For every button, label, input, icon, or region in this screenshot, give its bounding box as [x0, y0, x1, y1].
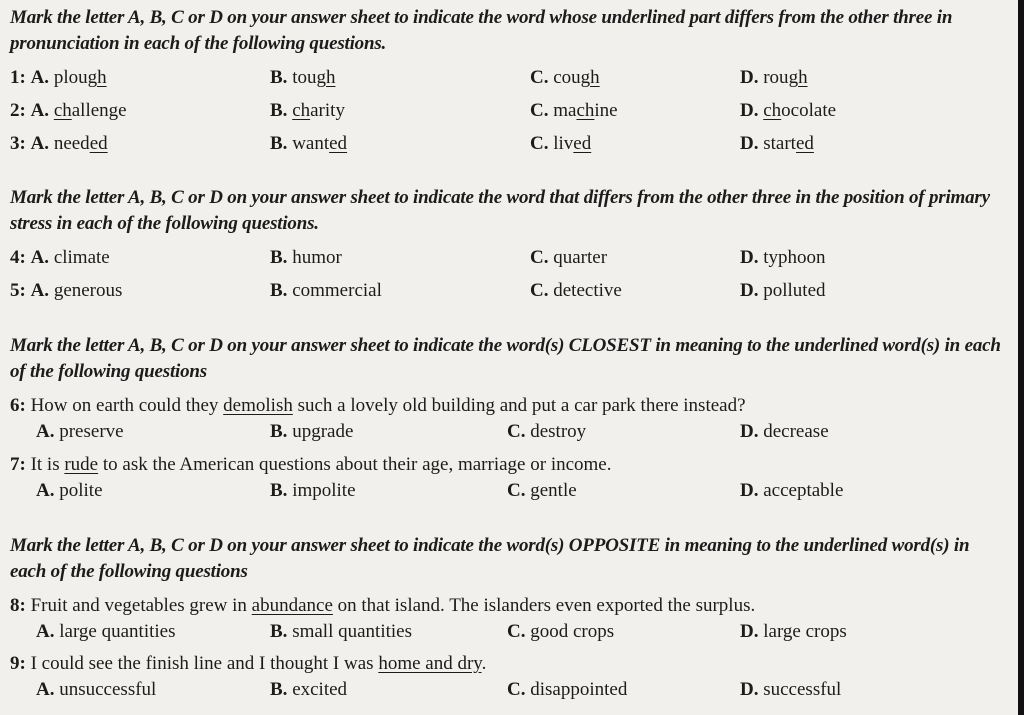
section-3-instruction: Mark the letter A, B, C or D on your answer sheet to indicate the word(s) CLOSEST in meaning to the underlined word(s) in each of the following questions	[10, 335, 1001, 382]
scan-border	[1018, 0, 1024, 715]
question-number: 7:	[10, 454, 26, 475]
option-letter: B.	[270, 67, 288, 88]
question-2	[0, 96, 1024, 126]
question-7-stem: 7: It is rude to ask the American questions about their age, marriage or income.	[10, 454, 612, 475]
option-d: started	[763, 133, 814, 154]
option-letter: C.	[507, 621, 526, 642]
option-letter: B.	[270, 247, 288, 268]
option-c: good crops	[530, 621, 615, 642]
option-letter: A.	[30, 247, 50, 268]
option-d: acceptable	[763, 480, 844, 501]
option-letter: C.	[507, 679, 526, 700]
question-3	[0, 129, 1024, 159]
question-number: 5:	[10, 280, 26, 301]
question-9-stem: 9: I could see the finish line and I thought I was home and dry.	[10, 653, 487, 674]
option-a: polite	[59, 480, 103, 501]
option-letter: B.	[270, 621, 288, 642]
option-letter: C.	[530, 247, 549, 268]
section-2-instruction: Mark the letter A, B, C or D on your answer sheet to indicate the word that differs from the other three in the position of primary stress in each of the following questions.	[10, 187, 990, 234]
question-7-options	[0, 476, 1024, 506]
option-a: challenge	[53, 100, 127, 121]
option-b: commercial	[292, 280, 382, 301]
option-letter: A.	[30, 280, 50, 301]
option-d: decrease	[763, 421, 829, 442]
question-number: 8:	[10, 595, 26, 616]
option-c: destroy	[530, 421, 587, 442]
option-b: impolite	[292, 480, 356, 501]
question-number: 3:	[10, 133, 26, 154]
option-letter: B.	[270, 480, 288, 501]
option-b: wanted	[292, 133, 348, 154]
option-a: needed	[53, 133, 108, 154]
option-b: humor	[292, 247, 342, 268]
option-letter: B.	[270, 133, 288, 154]
option-d: chocolate	[763, 100, 837, 121]
option-letter: A.	[36, 421, 55, 442]
option-letter: B.	[270, 679, 288, 700]
option-letter: D.	[740, 679, 759, 700]
question-number: 9:	[10, 653, 26, 674]
option-c: lived	[553, 133, 592, 154]
question-6-stem: 6: How on earth could they demolish such a lovely old building and put a car park there instead?	[10, 395, 746, 416]
option-d: polluted	[763, 280, 826, 301]
option-c: gentle	[530, 480, 577, 501]
option-letter: C.	[507, 421, 526, 442]
option-letter: C.	[507, 480, 526, 501]
question-number: 2:	[10, 100, 26, 121]
option-letter: D.	[740, 247, 759, 268]
option-b: charity	[292, 100, 345, 121]
question-6-options	[0, 417, 1024, 447]
option-letter: B.	[270, 100, 288, 121]
option-d: rough	[763, 67, 808, 88]
option-letter: D.	[740, 67, 759, 88]
option-letter: C.	[530, 133, 549, 154]
option-c: machine	[553, 100, 618, 121]
option-letter: D.	[740, 100, 759, 121]
option-letter: D.	[740, 480, 759, 501]
option-letter: C.	[530, 100, 549, 121]
question-number: 1:	[10, 67, 26, 88]
section-1-instruction: Mark the letter A, B, C or D on your answer sheet to indicate the word whose underlined part differs from the other three in pronunciation in each of the following questions.	[10, 7, 953, 54]
question-number: 6:	[10, 395, 26, 416]
option-d: successful	[763, 679, 842, 700]
option-letter: A.	[30, 67, 50, 88]
option-letter: C.	[530, 280, 549, 301]
option-a: preserve	[59, 421, 124, 442]
question-9-options	[0, 675, 1024, 705]
option-c: quarter	[553, 247, 608, 268]
section-4-instruction: Mark the letter A, B, C or D on your answer sheet to indicate the word(s) OPPOSITE in meaning to the underlined word(s) in each of the following questions	[10, 535, 970, 582]
option-c: cough	[553, 67, 600, 88]
option-b: tough	[292, 67, 336, 88]
question-8-options	[0, 617, 1024, 647]
option-a: climate	[53, 247, 110, 268]
option-letter: D.	[740, 280, 759, 301]
option-letter: B.	[270, 421, 288, 442]
option-d: large crops	[763, 621, 847, 642]
option-letter: A.	[36, 480, 55, 501]
option-c: detective	[553, 280, 622, 301]
question-1	[0, 63, 1024, 93]
option-letter: C.	[530, 67, 549, 88]
option-a: large quantities	[59, 621, 176, 642]
option-letter: B.	[270, 280, 288, 301]
option-c: disappointed	[530, 679, 628, 700]
option-a: plough	[53, 67, 107, 88]
question-4	[0, 243, 1024, 273]
question-8-stem: 8: Fruit and vegetables grew in abundance on that island. The islanders even exported the surplus.	[10, 595, 756, 616]
question-5	[0, 276, 1024, 306]
option-letter: D.	[740, 133, 759, 154]
option-a: generous	[53, 280, 123, 301]
option-letter: A.	[36, 621, 55, 642]
option-b: excited	[292, 679, 348, 700]
option-letter: D.	[740, 621, 759, 642]
option-letter: A.	[36, 679, 55, 700]
option-b: upgrade	[292, 421, 354, 442]
option-letter: A.	[30, 133, 50, 154]
option-letter: A.	[30, 100, 50, 121]
option-b: small quantities	[292, 621, 412, 642]
question-number: 4:	[10, 247, 26, 268]
option-a: unsuccessful	[59, 679, 157, 700]
option-d: typhoon	[763, 247, 826, 268]
option-letter: D.	[740, 421, 759, 442]
